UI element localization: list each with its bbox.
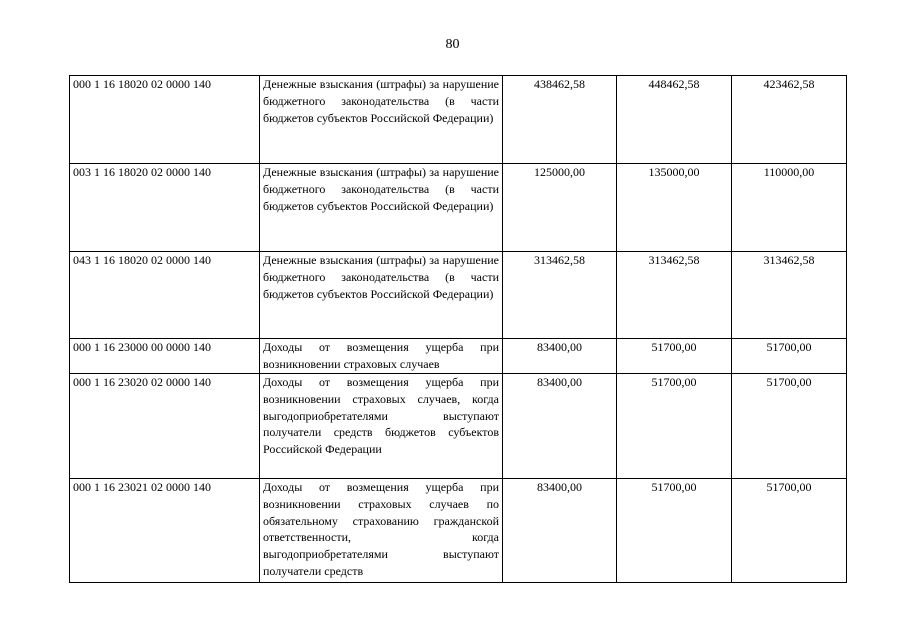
revenue-name-cell: Денежные взыскания (штрафы) за нарушение бюджетного законодательства (в части бюджетов субъектов Российской Федерации)	[260, 252, 503, 339]
budget-code-cell: 000 1 16 23021 02 0000 140	[70, 479, 260, 583]
table-row	[70, 339, 847, 374]
amount-year-1-cell: 83400,00	[503, 374, 617, 479]
table-row	[70, 374, 847, 479]
revenue-name-cell: Доходы от возмещения ущерба при возникновении страховых случаев по обязательному страхованию гражданской ответственности, когда выгодоприобретателями выступают получатели средств	[260, 479, 503, 583]
amount-year-3-cell: 51700,00	[732, 374, 847, 479]
budget-code-cell: 043 1 16 18020 02 0000 140	[70, 252, 260, 339]
amount-year-3-cell: 51700,00	[732, 339, 847, 374]
amount-year-3-cell: 110000,00	[732, 164, 847, 252]
amount-year-3-cell: 313462,58	[732, 252, 847, 339]
budget-code-cell: 000 1 16 18020 02 0000 140	[70, 76, 260, 164]
amount-year-1-cell: 313462,58	[503, 252, 617, 339]
amount-year-3-cell: 423462,58	[732, 76, 847, 164]
amount-year-1-cell: 125000,00	[503, 164, 617, 252]
amount-year-2-cell: 51700,00	[617, 479, 732, 583]
amount-year-2-cell: 448462,58	[617, 76, 732, 164]
table-row	[70, 252, 847, 339]
amount-year-2-cell: 313462,58	[617, 252, 732, 339]
amount-year-2-cell: 51700,00	[617, 339, 732, 374]
amount-year-1-cell: 438462,58	[503, 76, 617, 164]
amount-year-1-cell: 83400,00	[503, 339, 617, 374]
budget-code-cell: 003 1 16 18020 02 0000 140	[70, 164, 260, 252]
table-row	[70, 479, 847, 583]
amount-year-3-cell: 51700,00	[732, 479, 847, 583]
revenue-name-cell: Денежные взыскания (штрафы) за нарушение бюджетного законодательства (в части бюджетов субъектов Российской Федерации)	[260, 76, 503, 164]
revenue-name-cell: Денежные взыскания (штрафы) за нарушение бюджетного законодательства (в части бюджетов субъектов Российской Федерации)	[260, 164, 503, 252]
revenue-name-cell: Доходы от возмещения ущерба при возникновении страховых случаев	[260, 339, 503, 374]
page-number: 80	[445, 37, 460, 52]
amount-year-2-cell: 135000,00	[617, 164, 732, 252]
amount-year-2-cell: 51700,00	[617, 374, 732, 479]
revenue-name-cell: Доходы от возмещения ущерба при возникновении страховых случаев, когда выгодоприобретателями выступают получатели средств бюджетов субъектов Российской Федерации	[260, 374, 503, 479]
table-row	[70, 76, 847, 164]
amount-year-1-cell: 83400,00	[503, 479, 617, 583]
table-row	[70, 164, 847, 252]
budget-code-cell: 000 1 16 23000 00 0000 140	[70, 339, 260, 374]
budget-code-cell: 000 1 16 23020 02 0000 140	[70, 374, 260, 479]
budget-revenue-table	[69, 75, 847, 583]
